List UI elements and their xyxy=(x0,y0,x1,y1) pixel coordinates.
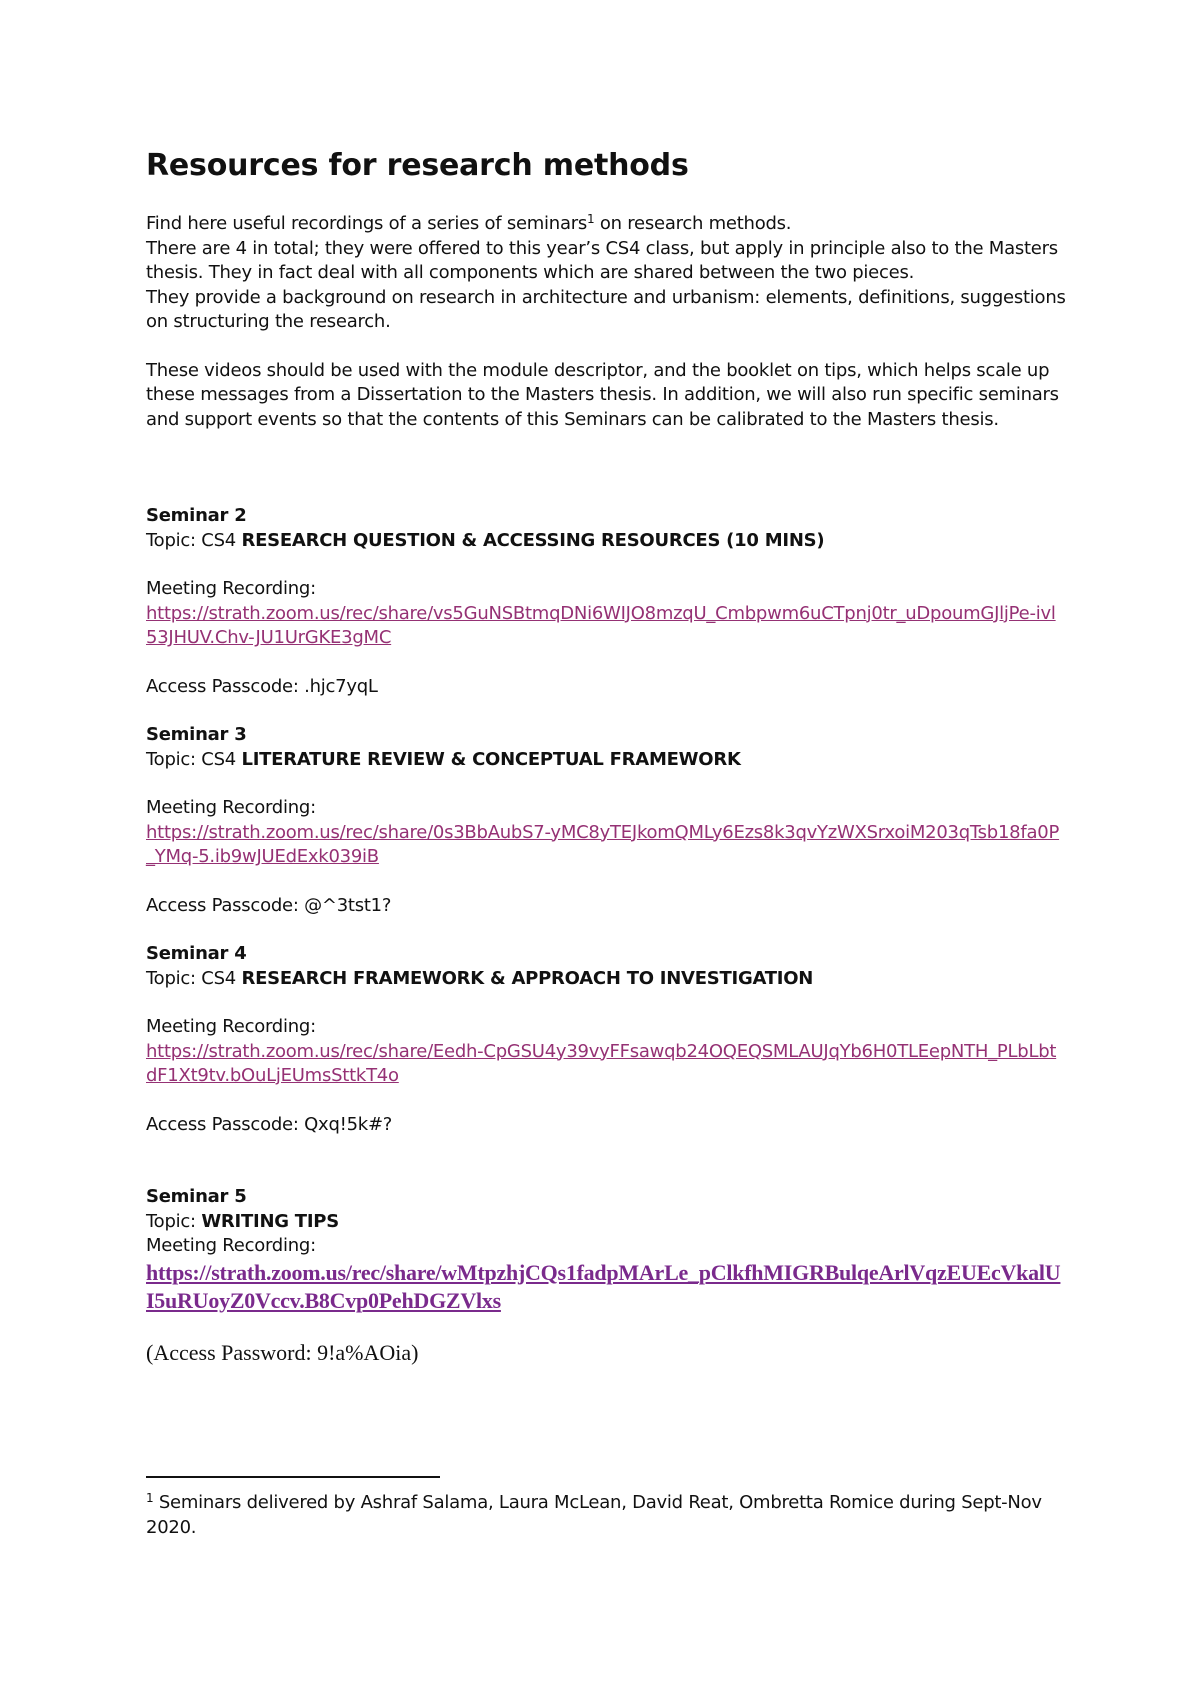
recording-label: Meeting Recording: xyxy=(146,797,316,818)
access-passcode: Access Passcode: @^3tst1? xyxy=(146,894,392,916)
seminar-block xyxy=(146,504,1066,699)
seminar-block xyxy=(146,1185,1066,1367)
seminar-topic xyxy=(146,529,1066,554)
recording-link[interactable]: https://strath.zoom.us/rec/share/Eedh-CpGSU4y39vyFFsawqb24OQEQSMLAUJqYb6H0TLEepNTH_PLbLbtdF1Xt9tv.bOuLjEUmsSttkT4o xyxy=(146,1040,1057,1086)
intro-paragraph xyxy=(146,212,1066,335)
seminar-topic xyxy=(146,967,1066,992)
access-password: (Access Password: 9!a%AOia) xyxy=(146,1339,419,1365)
access-passcode: Access Passcode: .hjc7yqL xyxy=(146,675,378,697)
footnote-marker: 1 xyxy=(146,1491,154,1505)
topic-prefix: Topic: CS4 xyxy=(146,529,242,551)
topic-title: LITERATURE REVIEW & CONCEPTUAL FRAMEWORK xyxy=(241,748,741,770)
intro-line-1-text: Find here useful recordings of a series of seminars xyxy=(146,213,588,234)
recording-link[interactable]: https://strath.zoom.us/rec/share/0s3BbAubS7-yMC8yTEJkomQMLy6Ezs8k3qvYzWXSrxoiM203qTsb18fa0P_YMq-5.ib9wJUEdExk039iB xyxy=(146,821,1060,867)
document-page xyxy=(146,146,1066,1367)
recording-label: Meeting Recording: xyxy=(146,578,316,599)
page-title: Resources for research methods xyxy=(146,148,689,183)
seminar-heading: Seminar 4 xyxy=(146,943,247,964)
intro-paragraph-2 xyxy=(146,359,1066,433)
seminar-block xyxy=(146,723,1066,918)
intro-line-3: They provide a background on research in architecture and urbanism: elements, definitions, suggestions on structuring the research. xyxy=(146,286,1066,332)
seminar-block xyxy=(146,942,1066,1137)
topic-title: WRITING TIPS xyxy=(201,1210,339,1232)
topic-title: RESEARCH QUESTION & ACCESSING RESOURCES (10 MINS) xyxy=(241,529,825,551)
footnote-ref[interactable]: 1 xyxy=(587,212,595,226)
intro-para-2: These videos should be used with the module descriptor, and the booklet on tips, which helps scale up these messages from a Dissertation to the Masters thesis. In addition, we will also run specific seminars and support events so that the contents of this Seminars can be calibrated to the Masters thesis. xyxy=(146,359,1059,430)
footnote xyxy=(146,1490,1066,1540)
footnote-separator xyxy=(146,1476,440,1478)
footnote-text: Seminars delivered by Ashraf Salama, Laura McLean, David Reat, Ombretta Romice during Sept-Nov 2020. xyxy=(146,1492,1042,1538)
intro-line-1-end: on research methods. xyxy=(594,213,792,234)
seminar-topic xyxy=(146,748,1066,773)
topic-prefix: Topic: CS4 xyxy=(146,748,242,770)
intro-line-2: There are 4 in total; they were offered to this year’s CS4 class, but apply in principle also to the Masters thesis. They in fact deal with all components which are shared between the two pieces. xyxy=(146,237,1058,283)
access-passcode: Access Passcode: Qxq!5k#? xyxy=(146,1113,393,1135)
recording-link[interactable]: https://strath.zoom.us/rec/share/vs5GuNSBtmqDNi6WIJO8mzqU_Cmbpwm6uCTpnj0tr_uDpoumGJljPe-ivl53JHUV.Chv-JU1UrGKE3gMC xyxy=(146,602,1056,648)
seminar-topic xyxy=(146,1210,1066,1235)
topic-prefix: Topic: xyxy=(146,1210,202,1232)
seminar-heading: Seminar 3 xyxy=(146,724,247,745)
recording-link[interactable]: https://strath.zoom.us/rec/share/wMtpzhjCQs1fadpMArLe_pClkfhMIGRBulqeArlVqzEUEcVkalUI5uRUoyZ0Vccv.B8Cvp0PehDGZVlxs xyxy=(146,1259,1061,1313)
recording-label: Meeting Recording: xyxy=(146,1016,316,1037)
seminar-heading: Seminar 5 xyxy=(146,1186,247,1207)
recording-label: Meeting Recording: xyxy=(146,1235,316,1256)
topic-prefix: Topic: CS4 xyxy=(146,967,242,989)
seminar-heading: Seminar 2 xyxy=(146,505,247,526)
intro-line-1 xyxy=(146,212,1066,237)
topic-title: RESEARCH FRAMEWORK & APPROACH TO INVESTIGATION xyxy=(241,967,814,989)
